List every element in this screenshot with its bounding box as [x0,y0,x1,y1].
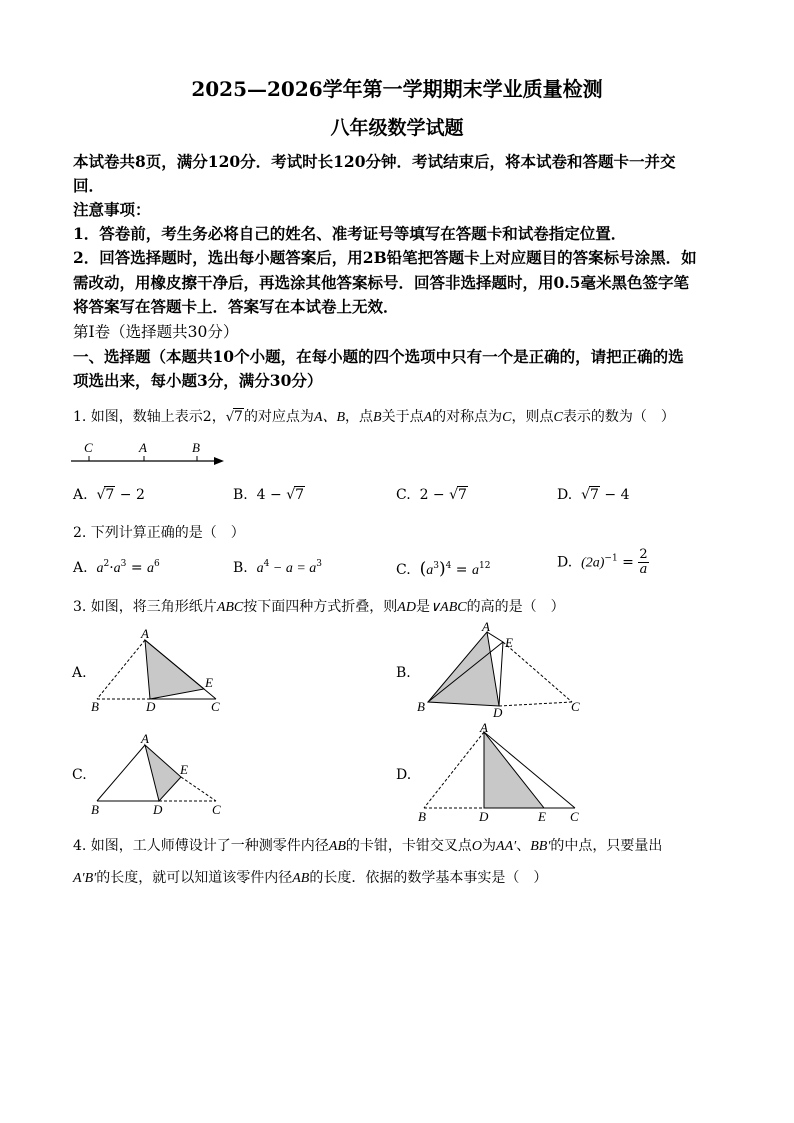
section-heading-line-2: 项选出来，每小题3分，满分30分） [73,371,323,390]
svg-text:E: E [505,635,513,650]
svg-text:A: A [482,620,490,634]
section-heading-line-1: 一、选择题（本题共10个小题，在每小题的四个选项中只有一个是正确的，请把正确的选 [73,347,684,366]
q2-option-a[interactable]: A. $a^2\cdot a^3 = a^6$ [73,559,160,576]
q3-option-c[interactable]: C. [72,767,87,783]
q3-figure-c [88,731,228,821]
intro-line-2: 回． [73,176,105,195]
q2-option-b[interactable]: B. $a^4 - a = a^3$ [233,559,323,576]
svg-text:A: A [480,722,488,735]
svg-text:C: C [212,802,221,817]
q2-fraction: $\frac{2}{a}$ [639,547,648,577]
svg-text:B: B [417,699,425,714]
q3-figure-d [412,722,592,822]
svg-text:C: C [571,699,580,714]
svg-text:D: D [146,699,156,714]
svg-text:B: B [91,802,99,817]
svg-text:E: E [205,675,213,690]
exam-title: 2025—2026学年第一学期期末学业质量检测 [191,77,603,101]
q1-option-c[interactable]: C. 2 − √7 [396,487,467,503]
q3-stem: 3. 如图，将三角形纸片ABC按下面四种方式折叠，则AD是∨ABC的高的是（ ） [73,599,565,615]
axis-label-a: A [139,440,147,455]
note-2-line-2: 需改动，用橡皮擦干净后，再选涂其他答案标号．回答非选择题时，用0.5毫米黑色签字笔 [73,273,689,292]
q3-option-a[interactable]: A. [72,665,87,681]
q4-stem-line-1: 4. 如图，工人师傅设计了一种测零件内径AB的卡钳，卡钳交叉点O为AA′、BB′的中点，只要量出 [73,838,663,854]
q3-option-b[interactable]: B. [396,665,411,681]
note-2-line-3: 将答案写在答题卡上．答案写在本试卷上无效． [73,297,399,316]
axis-label-b: B [192,440,200,455]
svg-text:B: B [418,809,426,822]
q1-option-a[interactable]: A. √7 − 2 [73,487,145,503]
svg-text:E: E [538,809,546,822]
svg-text:C: C [570,809,579,822]
axis-label-c: C [84,440,93,455]
q1-option-d[interactable]: D. √7 − 4 [557,487,630,503]
svg-text:A: A [141,626,149,641]
svg-text:E: E [180,762,188,777]
q2-option-d[interactable]: D. $(2a)^{-1}$ = $\frac{2}{a}$ [557,547,648,577]
q2-stem: 2. 下列计算正确的是（ ） [73,525,245,541]
svg-text:D: D [153,802,163,817]
q3-option-d[interactable]: D. [396,767,412,783]
notes-title: 注意事项： [73,200,151,219]
svg-text:A: A [141,731,149,746]
q3-figure-b [412,620,592,720]
exam-subtitle: 八年级数学试题 [330,117,464,139]
note-2-line-1: 2．回答选择题时，选出每小题答案后，用2B铅笔把答题卡上对应题目的答案标号涂黑．如 [73,248,697,267]
q1-stem: 1. 如图，数轴上表示2，√7的对应点为A、B，点B关于点A的对称点为C，则点C表示的数为（ ） [73,409,675,425]
q3-figure-a [88,625,228,715]
intro-line-1: 本试卷共8页，满分120分．考试时长120分钟．考试结束后，将本试卷和答题卡一并交 [73,152,676,171]
q1-option-b[interactable]: B. 4 − √7 [233,487,305,503]
number-line-figure [68,436,233,472]
q4-stem-line-2: A′B′的长度，就可以知道该零件内径AB的长度．依据的数学基本事实是（ ） [73,870,548,886]
q2-option-c[interactable]: C. $(a^3)^4 = a^{12}$ [396,559,491,579]
part-one-heading: 第Ⅰ卷（选择题共30分） [73,323,239,341]
svg-text:B: B [91,699,99,714]
svg-text:C: C [211,699,220,714]
svg-text:D: D [493,705,503,720]
svg-text:D: D [479,809,489,822]
note-1: 1．答卷前，考生务必将自己的姓名、准考证号等填写在答题卡和试卷指定位置． [73,224,627,243]
